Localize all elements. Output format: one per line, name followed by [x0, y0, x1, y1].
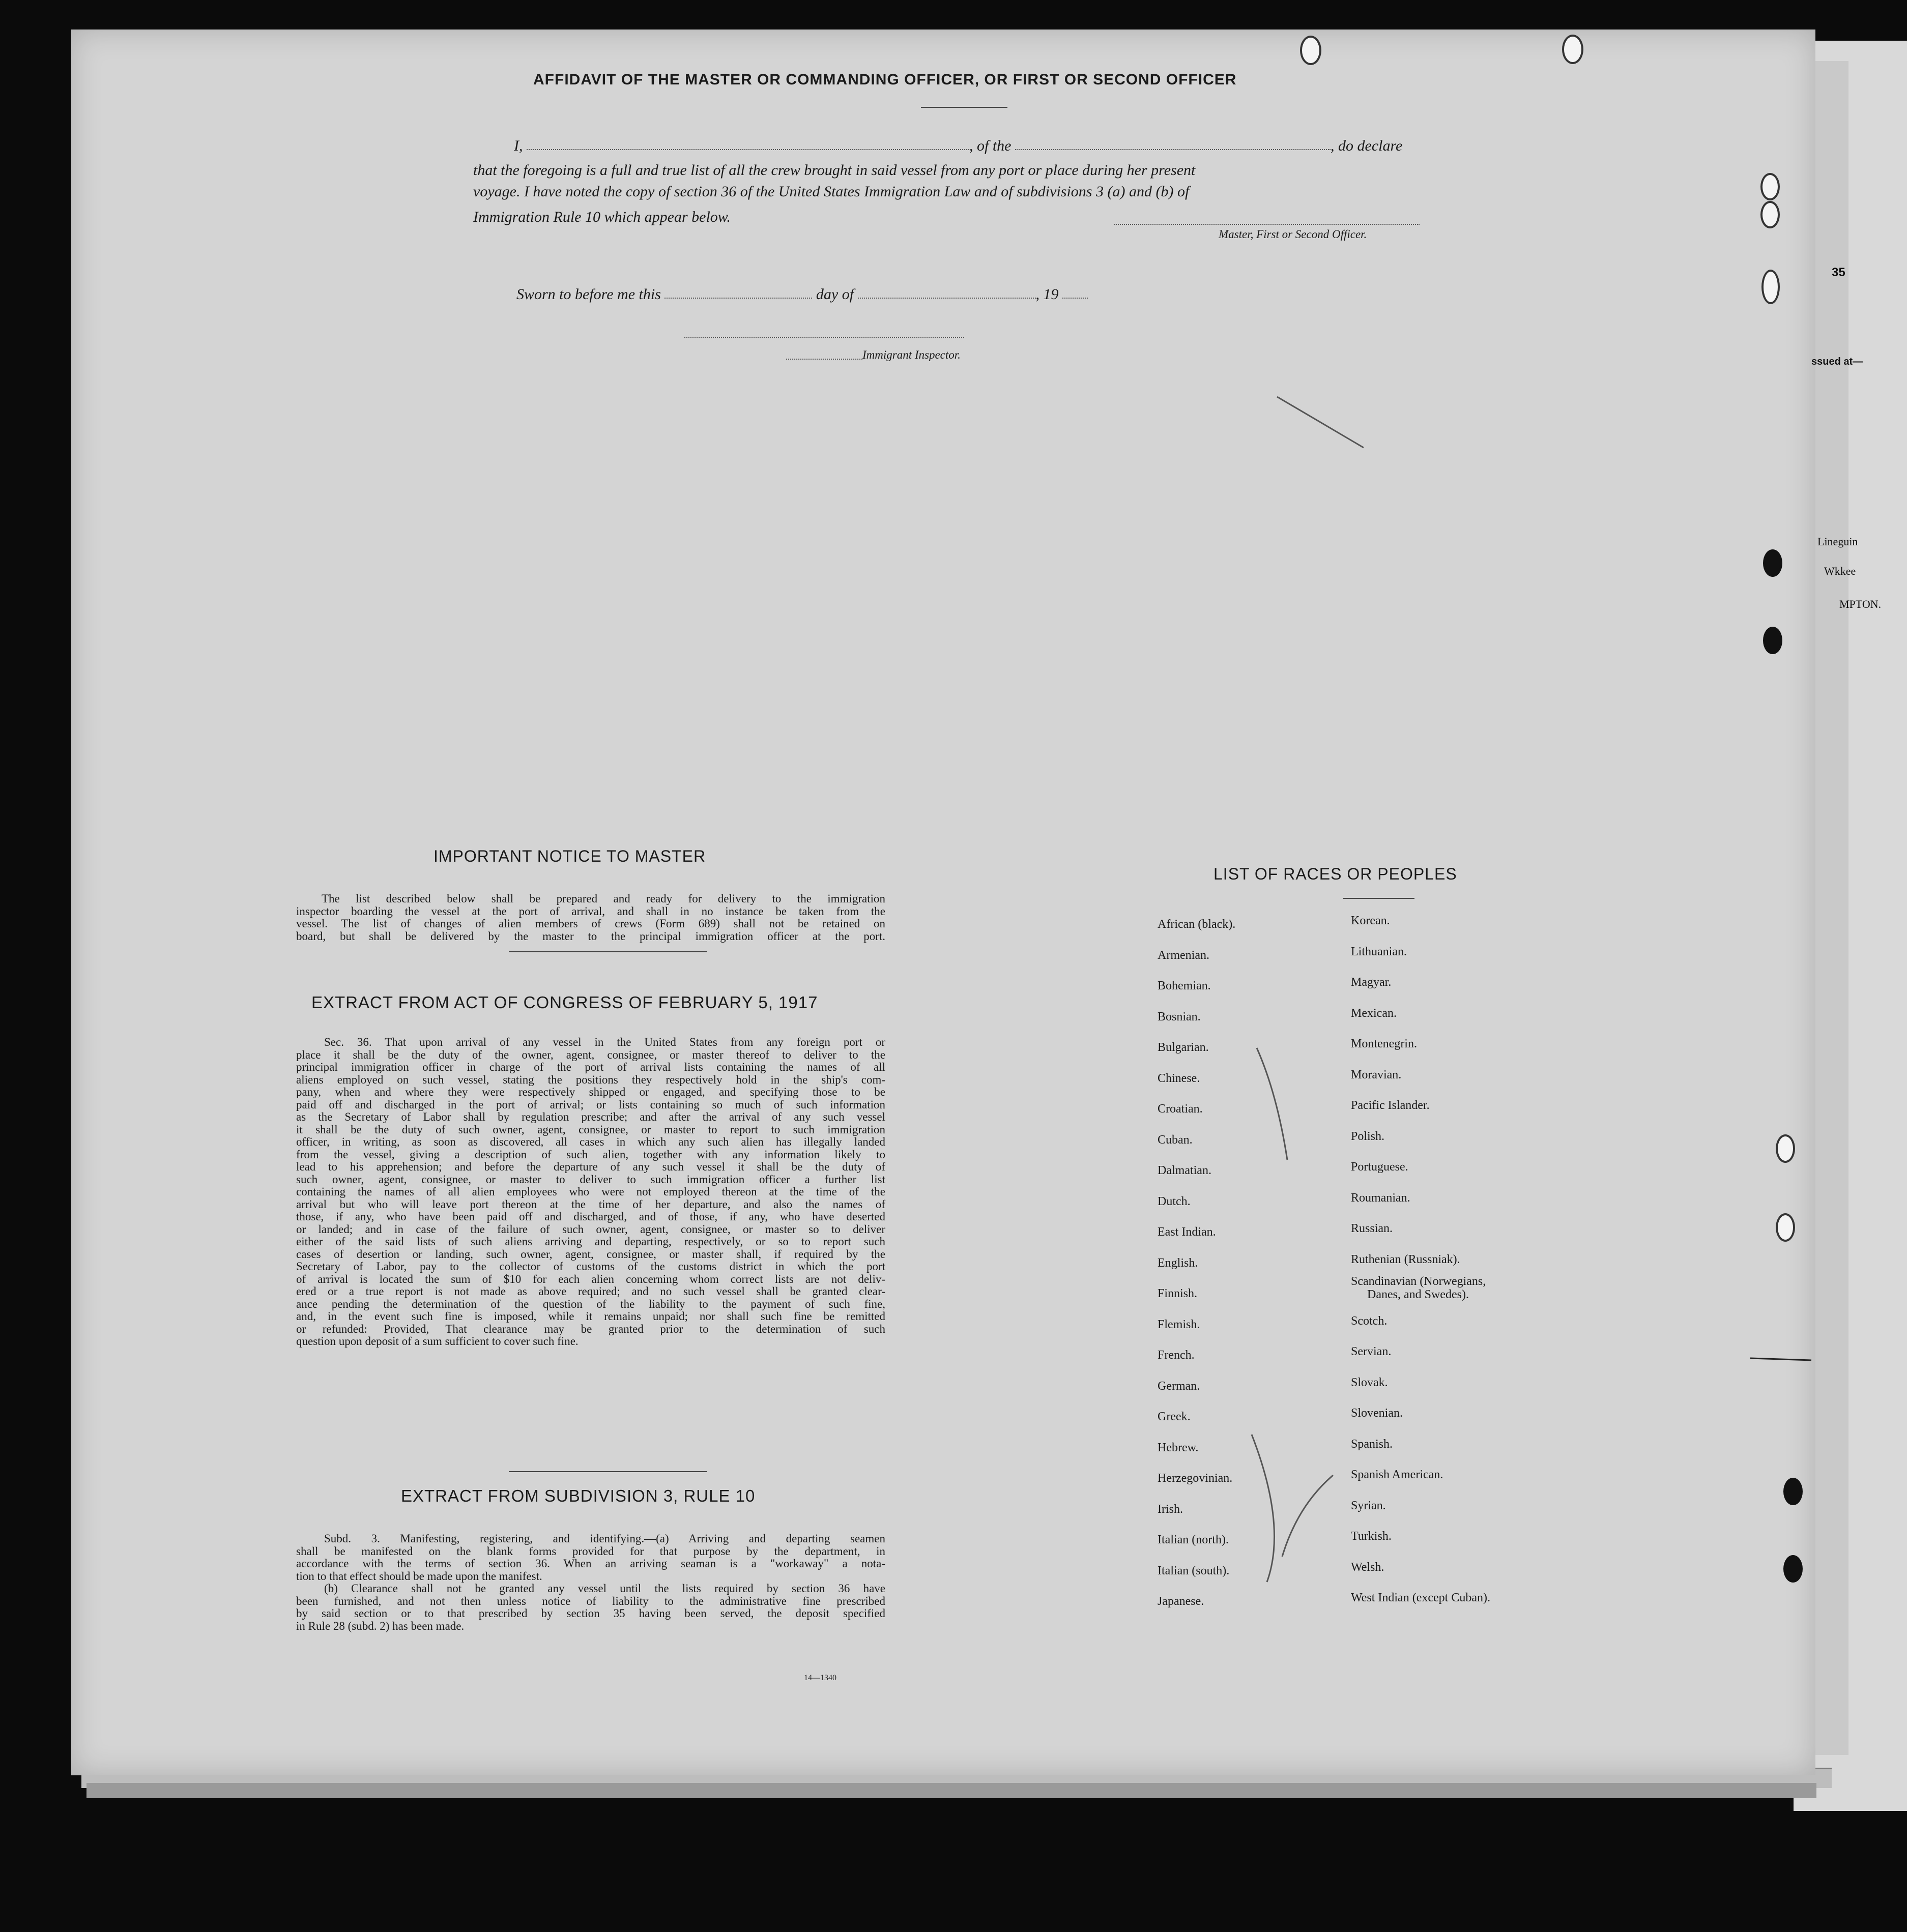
race-item: Flemish. [1158, 1318, 1200, 1331]
race-item: Servian. [1351, 1345, 1392, 1358]
act-line: containing the names of all alien employees who were not employed thereon at the time of the [296, 1185, 885, 1198]
act-line: either of the said lists of such aliens arriving and departing, respectively, or so to report such [296, 1235, 885, 1248]
handwritten-stub-3: MPTON. [1839, 598, 1882, 610]
race-item: Dalmatian. [1158, 1164, 1211, 1177]
race-item: Armenian. [1158, 948, 1209, 962]
race-item: Spanish. [1351, 1437, 1393, 1451]
race-item: Ruthenian (Russniak). [1351, 1252, 1460, 1266]
rule-line: tion to that effect should be made upon the manifest. [296, 1569, 542, 1583]
rule-heading: EXTRACT FROM SUBDIVISION 3, RULE 10 [401, 1486, 756, 1505]
rule-line: shall be manifested on the blank forms provided for that purpose by the department, in [296, 1544, 885, 1558]
act-line: or refunded: Provided, That clearance may be granted prior to the determination of such [296, 1322, 885, 1335]
races-heading: LIST OF RACES OR PEOPLES [1213, 865, 1457, 883]
year-label: , 19 [1035, 286, 1059, 303]
race-item: Italian (north). [1158, 1533, 1229, 1546]
act-line: or landed; and in case of the failure of such owner, agent, consignee, or master so to deliver [296, 1222, 885, 1236]
rule-line: by said section or to that prescribed by section 35 having been served, the deposit specified [296, 1607, 885, 1620]
race-item: West Indian (except Cuban). [1351, 1591, 1490, 1604]
signature-label: Master, First or Second Officer. [1219, 228, 1367, 241]
race-item: Turkish. [1351, 1530, 1392, 1543]
race-item: Herzegovinian. [1158, 1472, 1233, 1485]
inspector-label: Immigrant Inspector. [862, 348, 961, 361]
rule-line: in Rule 28 (subd. 2) has been made. [296, 1619, 465, 1632]
race-item: Slovak. [1351, 1375, 1388, 1389]
race-item: Slovenian. [1351, 1407, 1403, 1420]
rule-line: been furnished, and not then unless notice of liability to the administrative fine prescribed [296, 1594, 885, 1607]
act-line: ered or a true report is not made as above required; and no such vessel shall be granted clear- [296, 1285, 885, 1298]
act-line: it shall be the duty of such owner, agent, consignee, or master to report to such immigration [296, 1123, 885, 1136]
race-item: East Indian. [1158, 1225, 1216, 1239]
day-of-label: day of [816, 286, 854, 303]
act-line: arrival but who will leave port thereon at the time of her departure, and also the names of [296, 1197, 885, 1211]
act-line: place it shall be the duty of the owner, agent, consignee, or master thereof to deliver to the [296, 1048, 885, 1061]
act-line: cases of desertion or landing, such owner, agent, consignee, or master shall, if required by the [296, 1247, 885, 1261]
race-item: Cuban. [1158, 1133, 1193, 1147]
race-item: Portuguese. [1351, 1160, 1408, 1174]
notice-heading: IMPORTANT NOTICE TO MASTER [434, 847, 706, 865]
affidavit-line-2: that the foregoing is a full and true list of all the crew brought in said vessel from any port or place during her present [473, 162, 1196, 179]
act-line: Secretary of Labor, pay to the collector of customs of the customs district in which the port [296, 1260, 885, 1273]
act-line: pany, when and where they were respectively shipped or engaged, and specifying those to be [296, 1086, 885, 1098]
race-item: English. [1158, 1256, 1198, 1270]
act-line: as the Secretary of Labor shall by regulation prescribe; and after the arrival of any such vessel [296, 1110, 885, 1123]
race-item: Bosnian. [1158, 1010, 1201, 1023]
race-item: Russian. [1351, 1222, 1393, 1235]
race-item: Mexican. [1351, 1006, 1397, 1020]
race-item: Irish. [1158, 1502, 1183, 1516]
pencil-stroke [1252, 1435, 1275, 1582]
race-item: Italian (south). [1158, 1564, 1230, 1577]
pencil-stroke [1282, 1475, 1333, 1557]
race-item: Scotch. [1351, 1314, 1388, 1328]
race-item: Dutch. [1158, 1194, 1191, 1208]
act-line: aliens employed on such vessel, stating the positions they respectively hold in the ship's com- [296, 1073, 885, 1086]
act-line: from the vessel, giving a description of such alien, together with any information likely to [296, 1148, 885, 1161]
race-item: Pacific Islander. [1351, 1099, 1430, 1112]
race-item: Roumanian. [1351, 1191, 1410, 1205]
race-item: Japanese. [1158, 1595, 1204, 1608]
sworn-label: Sworn to before me this [516, 286, 661, 303]
race-item: Danes, and Swedes). [1367, 1288, 1469, 1301]
act-heading: EXTRACT FROM ACT OF CONGRESS OF FEBRUARY 5, 1917 [311, 993, 818, 1012]
race-item: Welsh. [1351, 1560, 1384, 1574]
edge-mark [1750, 1358, 1811, 1360]
rule-line: accordance with the terms of section 36. When an arriving seaman is a "workaway" a nota- [296, 1557, 885, 1570]
form-number: 14—1340 [804, 1674, 836, 1682]
affidavit-i: I, [514, 137, 523, 154]
act-line: question upon deposit of a sum sufficient to cover such fine. [296, 1335, 579, 1348]
pencil-stroke [1277, 397, 1364, 448]
act-line: of arrival is located the sum of $10 for each alien concerning whom correct lists are not deliv- [296, 1272, 885, 1285]
race-item: Montenegrin. [1351, 1037, 1417, 1050]
notice-line: inspector boarding the vessel at the port of arrival, and shall in no instance be taken from the [296, 904, 885, 918]
act-line: those, if any, who have been paid off and discharged, and of those, if any, who have deserted [296, 1210, 885, 1223]
act-line: paid off and discharged in the port of arrival; or lists containing so much of such information [296, 1098, 885, 1111]
handwritten-stub-1: Lineguin [1817, 535, 1858, 548]
act-line: ance pending the determination of the question of the liability to the payment of such fine, [296, 1297, 885, 1310]
race-item: Moravian. [1351, 1068, 1402, 1081]
affidavit-declare: , do declare [1331, 137, 1403, 154]
race-item: Lithuanian. [1351, 945, 1407, 958]
affidavit-of-the: , of the [969, 137, 1012, 154]
race-item: African (black). [1158, 918, 1236, 931]
act-line: officer, in writing, as soon as discovered, all cases in which any such alien has illegally landed [296, 1135, 885, 1148]
rule-line: Subd. 3. Manifesting, registering, and identifying.—(a) Arriving and departing seamen [324, 1532, 885, 1545]
handwritten-stub-2: Wkkee [1824, 565, 1856, 577]
race-item: Syrian. [1351, 1499, 1386, 1512]
act-line: principal immigration officer in charge of the port of arrival lists containing the names of all [296, 1061, 885, 1073]
act-line: Sec. 36. That upon arrival of any vessel in the United States from any foreign port or [324, 1036, 885, 1048]
issued-stub: ssued at— [1811, 356, 1863, 367]
race-item: Finnish. [1158, 1287, 1198, 1300]
notice-line: The list described below shall be prepared and ready for delivery to the immigration [322, 892, 885, 905]
race-item: Chinese. [1158, 1071, 1200, 1085]
affidavit-line-4: Immigration Rule 10 which appear below. [473, 209, 731, 225]
act-line: and, in the event such fine is imposed, while it remains unpaid; nor shall such fine be remitted [296, 1310, 885, 1323]
rule-line: (b) Clearance shall not be granted any vessel until the lists required by section 36 have [324, 1582, 885, 1595]
affidavit-heading: AFFIDAVIT OF THE MASTER OR COMMANDING OFFICER, OR FIRST OR SECOND OFFICER [533, 71, 1237, 88]
affidavit-line-3: voyage. I have noted the copy of section 36 of the United States Immigration Law and of subdivisions 3 (a) and (b) of [473, 183, 1190, 200]
act-line: such owner, agent, consignee, or master to deliver to such immigration officer a further list [296, 1173, 885, 1186]
race-item: Scandinavian (Norwegians, [1351, 1275, 1486, 1288]
page-number-stub: 35 [1832, 266, 1845, 279]
race-item: Bohemian. [1158, 979, 1211, 992]
race-item: French. [1158, 1349, 1195, 1362]
race-item: German. [1158, 1379, 1200, 1393]
race-item: Croatian. [1158, 1102, 1203, 1116]
race-item: Bulgarian. [1158, 1041, 1209, 1054]
race-item: Polish. [1351, 1129, 1385, 1143]
race-item: Korean. [1351, 914, 1390, 927]
race-item: Greek. [1158, 1410, 1191, 1423]
race-item: Magyar. [1351, 976, 1392, 989]
act-line: lead to his apprehension; and before the departure of any such vessel it shall be the duty of [296, 1160, 885, 1173]
race-item: Spanish American. [1351, 1468, 1443, 1481]
race-item: Hebrew. [1158, 1441, 1199, 1454]
notice-line: board, but shall be delivered by the master to the principal immigration officer at the port. [296, 929, 885, 943]
notice-line: vessel. The list of changes of alien members of crews (Form 689) shall not be retained on [296, 917, 885, 930]
pencil-stroke [1257, 1048, 1287, 1160]
